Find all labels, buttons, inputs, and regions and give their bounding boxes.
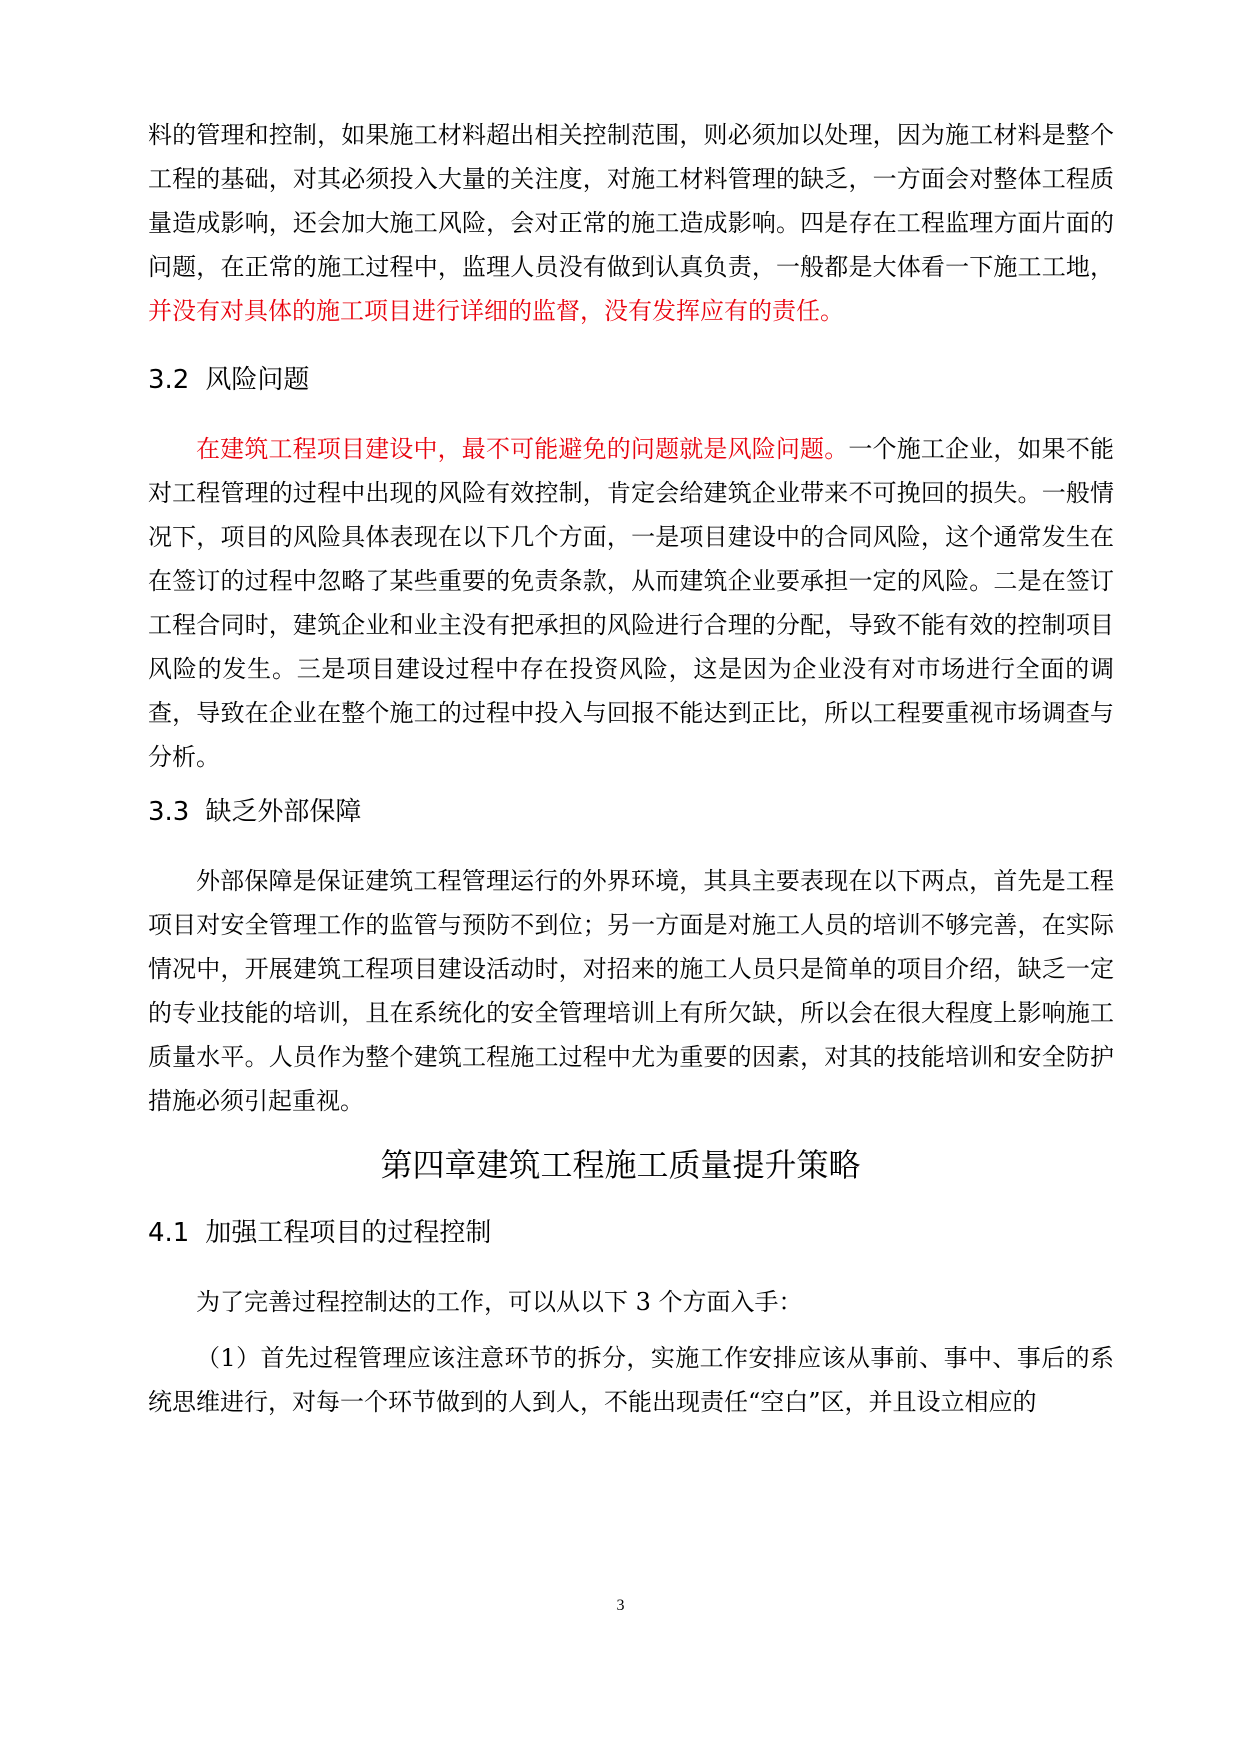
section-3-3-heading — [148, 795, 1114, 829]
paragraph-2-normal: 一个施工企业，如果不能对工程管理的过程中出现的风险有效控制，肯定会给建筑企业带来不可挽回的损失。一般情况下，项目的风险具体表现在以下几个方面，一是项目建设中的合同风险，这个通常发生在在签订的过程中忽略了某些重要的免责条款，从而建筑企业要承担一定的风险。二是在签订工程合同时，建筑企业和业主没有把承担的风险进行合理的分配，导致不能有效的控制项目风险的发生。三是项目建设过程中存在投资风险，这是因为企业没有对市场进行全面的调查，导致在企业在整个施工的过程中投入与回报不能达到正比，所以工程要重视市场调查与分析。 — [148, 435, 1115, 771]
paragraph-1-normal: 料的管理和控制，如果施工材料超出相关控制范围，则必须加以处理，因为施工材料是整个工程的基础，对其必须投入大量的关注度，对施工材料管理的缺乏，一方面会对整体工程质量造成影响，还会加大施工风险，会对正常的施工造成影响。四是存在工程监理方面片面的问题，在正常的施工过程中，监理人员没有做到认真负责，一般都是大体看一下施工工地， — [148, 121, 1114, 281]
paragraph-3 — [148, 859, 1114, 1123]
paragraph-2-highlight: 在建筑工程项目建设中，最不可能避免的问题就是风险问题。 — [196, 435, 849, 463]
paragraph-1 — [148, 113, 1114, 333]
section-4-1-number: 4.1 — [148, 1218, 190, 1248]
section-3-2-number: 3.2 — [148, 365, 190, 395]
section-4-1-heading — [148, 1216, 1114, 1250]
section-3-2-title: 风险问题 — [205, 365, 310, 395]
paragraph-3-text: 外部保障是保证建筑工程管理运行的外界环境，其具主要表现在以下两点，首先是工程项目对安全管理工作的监管与预防不到位；另一方面是对施工人员的培训不够完善，在实际情况中，开展建筑工程项目建设活动时，对招来的施工人员只是简单的项目介绍，缺乏一定的专业技能的培训，且在系统化的安全管理培训上有所欠缺，所以会在很大程度上影响施工质量水平。人员作为整个建筑工程施工过程中尤为重要的因素，对其的技能培训和安全防护措施必须引起重视。 — [148, 867, 1114, 1115]
paragraph-4-text: 为了完善过程控制达的工作，可以从以下 3 个方面入手： — [196, 1288, 803, 1316]
paragraph-5-text: （1）首先过程管理应该注意环节的拆分，实施工作安排应该从事前、事中、事后的系统思维进行，对每一个环节做到的人到人，不能出现责任“空白”区，并且设立相应的 — [148, 1344, 1114, 1416]
paragraph-1-highlight: 并没有对具体的施工项目进行详细的监督，没有发挥应有的责任。 — [148, 297, 844, 325]
paragraph-1-text — [148, 113, 1114, 333]
paragraph-4 — [148, 1280, 1114, 1324]
paragraph-5 — [148, 1336, 1114, 1424]
section-3-3-number: 3.3 — [148, 797, 190, 827]
chapter-4-title: 第四章建筑工程施工质量提升策略 — [380, 1146, 861, 1184]
section-3-3-title: 缺乏外部保障 — [205, 797, 362, 827]
section-4-1-title: 加强工程项目的过程控制 — [205, 1218, 492, 1248]
page-number: 3 — [616, 1597, 625, 1614]
paragraph-2 — [148, 427, 1114, 779]
section-3-2-heading — [148, 363, 1114, 397]
paragraph-2-text — [148, 427, 1114, 779]
